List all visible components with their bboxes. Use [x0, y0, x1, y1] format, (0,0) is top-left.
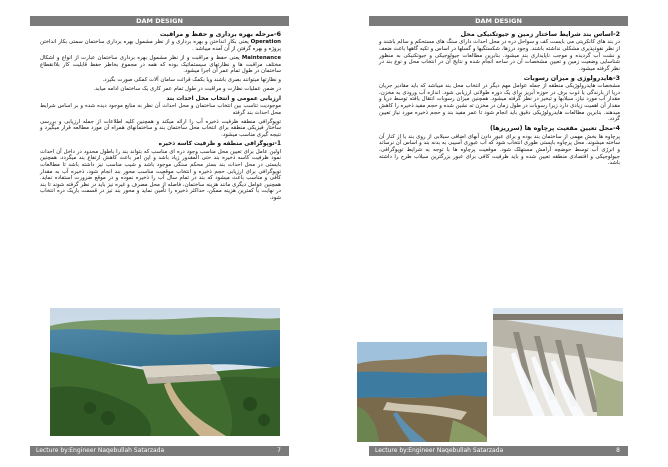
dam-reservoir-image	[357, 342, 487, 442]
paragraph: توپوگرافی منطقه ظرفیت ذخیره آب را ارائه میکند و همچنین کلیه اطلاعات از جمله ارزیابی و بررسی ساختار فیزیکی منطقه برای انتخاب محل ساختمان بند و ساختمانهای همراه آن مورد مطالعه قرار میگیرد و نتیجه گیری مناسب میشود.	[40, 118, 281, 139]
page-number: 8	[616, 447, 620, 454]
section-heading: 4-محل تعیین مقعیت پرچاوه ها (سرریزها)	[489, 125, 620, 133]
subheading: 1-توپوگرافی منطقه و ظرفیت کاسه ذخیره	[158, 141, 281, 148]
term-maintenance: Maintenance	[241, 55, 281, 62]
page-body	[379, 30, 620, 169]
page-header: DAM DESIGN	[30, 16, 289, 26]
page-footer	[30, 446, 289, 456]
paragraph-text: یعنی حفظ و مراقبت و از نظر مشمول بهره برداری ساختمان عبارت از انواع و اشکال مختلف مراقبت ها و نظارتهای سیستماتیک بوده که همه در مجموع بخاطر حفظ قابلیت کار بلاانقطاع ساختمان در طول تمام عمر آن اجرا میشود.	[40, 55, 281, 75]
footer-credit: Lecture by:Engineer Naqebullah Satarzada	[36, 447, 165, 454]
paragraph: موجودیت تناسب بین انتخاب ساختمان و محل احداث آن نظر به منابع موجود دیده شده و بر اساس شرایط محل احداث بند گرفته	[40, 103, 281, 116]
page-number: 7	[277, 447, 281, 454]
spillway-image	[493, 308, 623, 416]
section-heading: 6-مرحله بهره برداری و حفظ و مراقبت	[159, 31, 281, 38]
page-footer	[369, 446, 628, 456]
paragraph: اولین عامل برای تعیین محل مناسب وجود دره ای مناسب که بتواند بند را باطول محدود در داخل آن احداث نمود ظرفیت کاسه ذخیره بند حتی المقدور زیاد باشد و این امر باعث کاهش ارتفاع بند میگردد. همچنین بایستی در محل احداث بند بستر محکم سنگی موجود باشد و شیب مناسب نیز داشته باشد تا مطالعات توپوگرافی برای ارزیابی حجم ذخیره و انتخاب موقعیت مناسب محور بند انجام شود، ذخیره آب به مقدار کافی و مناسب باعث میشود که بند در تمام سال آب را ذخیره نموده و در موقع ضرورت استفاده نماید. همچنین عوامل دیگری مانند هزینه ساختمان، فاصله از محل مصرف و غیره نیز باید در نظر گرفته شوند تا بند در نهایت با کمترین هزینه ممکن، حداکثر ذخیره را تأمین نماید و محور بند نیز در قسمت باریک دره انتخاب شود.	[40, 148, 281, 201]
section-heading: 2-اساس بند شرایط ساختار زمین و جیوتکنیکی محل	[460, 31, 620, 38]
dam-reservoir-photo	[357, 342, 487, 442]
page-body	[40, 30, 281, 204]
section-heading: 3-هایدرولوژی و میزان رسوبات	[523, 74, 620, 82]
paragraph: پرچاوه ها بخش مهمی از ساختمان بند بوده و برای عبور دادن آبهای اضافی سیلابی از روی بند یا از کنار آن ساخته میشوند. محل پرچاوه بایستی طوری انتخاب شود که آب عبوری آسیبی به بدنه بند و اساس آن نرساند و انرژی آب توسط حوضچه آرامش مستهلک شود. موقعیت پرچاوه ها با توجه به شرایط توپوگرافی، جیولوجیکی و اقتصادی منطقه تعیین شده و باید ظرفیت کافی برای عبور بزرگترین سیلاب طرح را داشته باشد.	[379, 133, 620, 167]
page-header: DAM DESIGN	[369, 16, 628, 26]
paragraph: مشخصات هایدرولوژیکی منطقه از جمله عوامل مهم دیگر در انتخاب محل بند میباشد که باید مقادیر جریان دریا از بارندگی یا ذوب برف در حوزه آبریز برای یک دوره طولانی ارزیابی شود. اندازه آب ورودی به مخزن، مقدار آب مورد نیاز، سیلابها و تبخیر در نظر گرفته میشود. همچنین میزان رسوبات انتقال یافته توسط دریا و مقدار آن اهمیت زیادی دارد زیرا رسوبات در طول زمان در مخزن ته نشین شده و حجم مفید ذخیره را کاهش میدهند. بنابرین مطالعات هایدرولوژیکی دقیق باید انجام شود تا عمر مفید بند و حجم ذخیره مورد نیاز تعیین گردد.	[379, 83, 620, 123]
reservoir-dam-photo	[50, 308, 280, 436]
page-7	[30, 16, 289, 456]
footer-credit: Lecture by:Engineer Naqebullah Satarzada	[375, 447, 504, 454]
paragraph	[40, 55, 281, 75]
paragraph-text: یعنی بکار انداختن و بهره برداری و از نظر مشمول بهره برداری ساختمان سمتی بکار انداختن پروژه و بهره گرفتن از آن آمده میباشد .	[40, 39, 281, 52]
page-8	[369, 16, 628, 456]
paragraph: در بند های کانکریتی می بایست کف و سواحل دره در محل احداث دارای سنگ های مستحکم و سالم باشند و از نظر نفوذپذیری مشکلی نداشته باشند. وجود درزها، شکستگیها و گسلها در اساس و تکیه گاهها باعث ضعف و نشت آب گردیده و موجب ناپایداری بند میشود. بنابرین مطالعات جیولوجیکی و جیوتکنیکی به منظور شناسایی وضعیت زمین و تعیین مشخصات آن در ساحه انجام شده و نتایج آن در انتخاب محل و نوع بند در نظر گرفته میشود.	[379, 39, 620, 72]
paragraph: در ضمن عملیات نظارت و مراقبت در طول تمام عمر کاری یک ساختمان ادامه میابد.	[93, 86, 281, 93]
reservoir-dam-image	[50, 308, 280, 436]
subheading: ارزیابی عمومی و انتخاب محل احداث بند	[166, 95, 281, 102]
paragraph	[40, 39, 281, 52]
paragraph: و نظارتها میتوانند بصری باشند ویا بکمک قرائت سامان آلات کمکی صورت بگیرد.	[102, 77, 281, 84]
term-operation: Operation	[250, 39, 281, 46]
spillway-photo	[493, 308, 623, 416]
